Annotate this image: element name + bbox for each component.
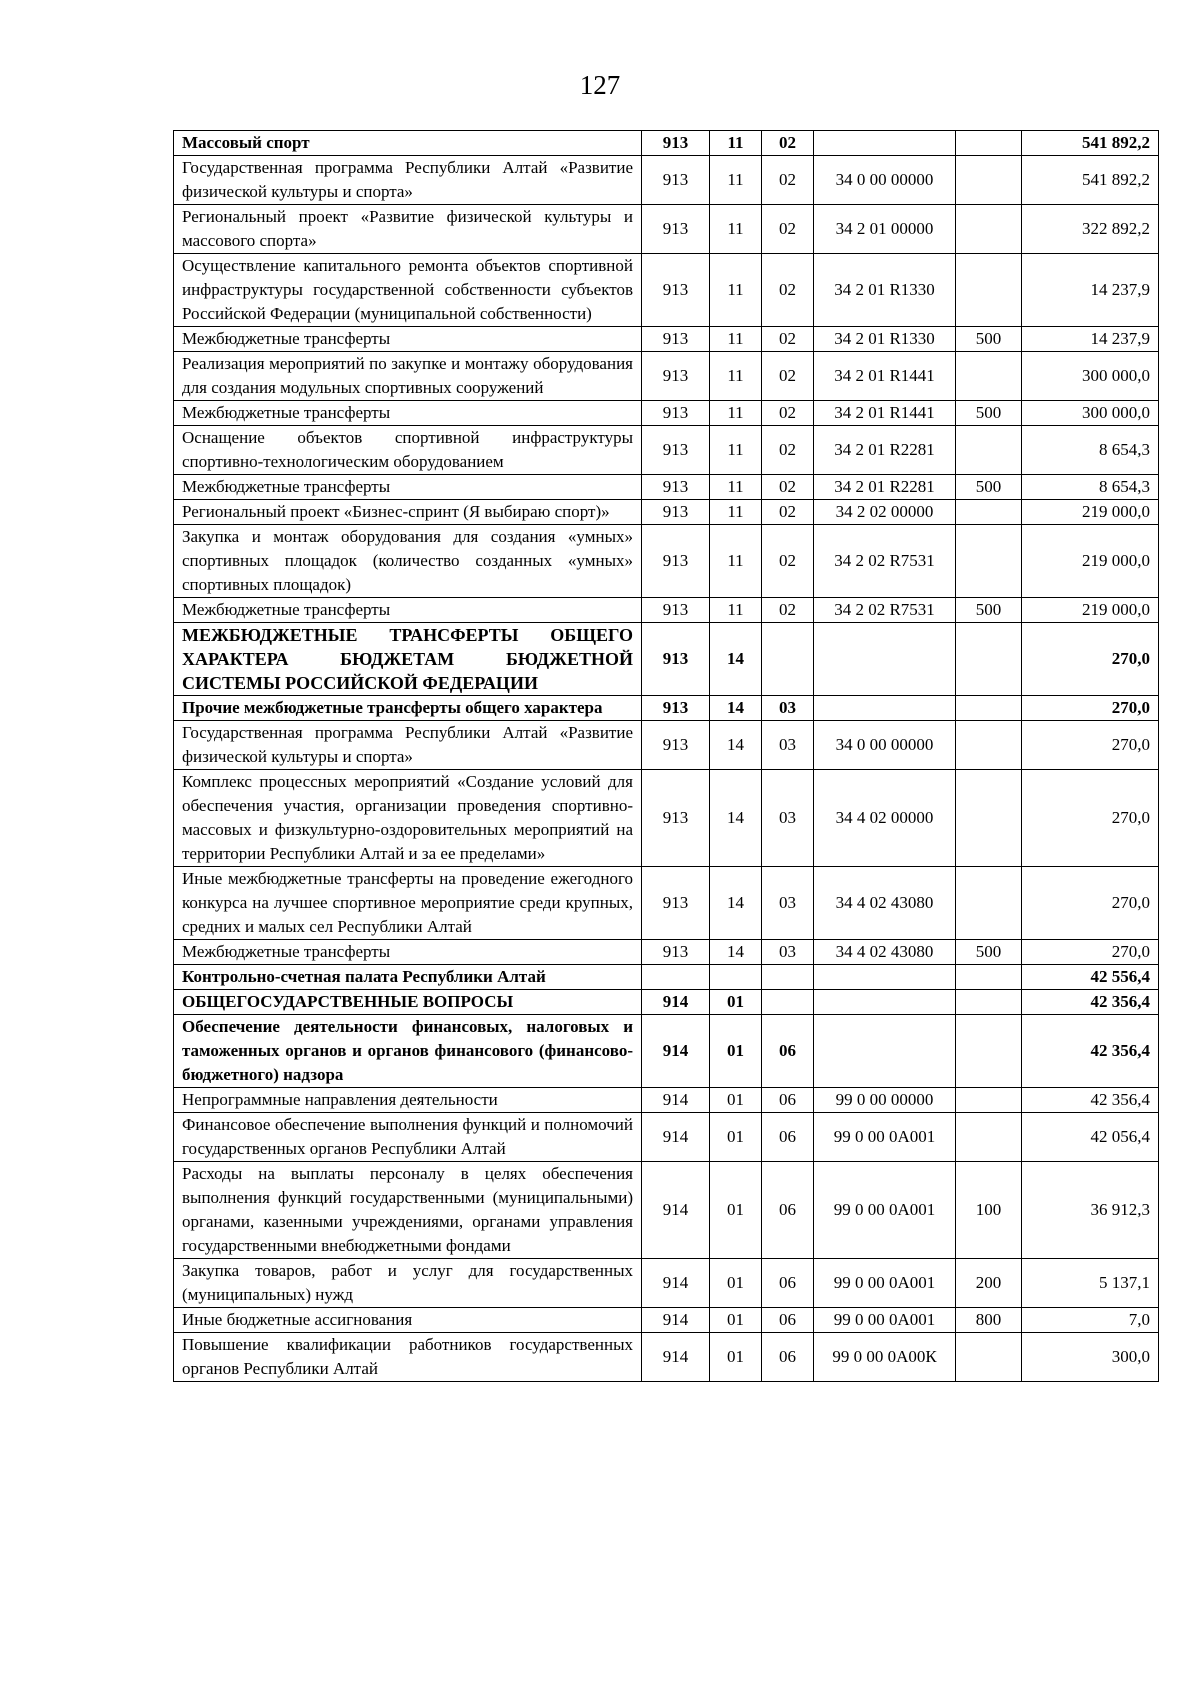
cell-name: Контрольно-счетная палата Республики Алтай (174, 965, 642, 990)
cell-expense-type (956, 352, 1022, 401)
cell-subsection-code: 02 (762, 131, 814, 156)
cell-amount: 270,0 (1022, 940, 1159, 965)
cell-section-code: 11 (710, 426, 762, 475)
cell-target-article (814, 623, 956, 696)
cell-expense-type: 100 (956, 1162, 1022, 1259)
cell-name: Закупка товаров, работ и услуг для государственных (муниципальных) нужд (174, 1259, 642, 1308)
cell-expense-type: 200 (956, 1259, 1022, 1308)
cell-target-article (814, 1015, 956, 1088)
cell-ministry-code: 914 (642, 1162, 710, 1259)
cell-target-article: 34 2 01 R2281 (814, 475, 956, 500)
cell-name: Осуществление капитального ремонта объектов спортивной инфраструктуры государственной собственности субъектов Российской Федерации (муниципальной собственности) (174, 254, 642, 327)
cell-expense-type: 500 (956, 327, 1022, 352)
cell-ministry-code: 913 (642, 770, 710, 867)
cell-ministry-code: 913 (642, 623, 710, 696)
cell-section-code: 11 (710, 500, 762, 525)
cell-amount: 300 000,0 (1022, 401, 1159, 426)
cell-target-article: 34 2 01 R1441 (814, 401, 956, 426)
cell-section-code: 11 (710, 598, 762, 623)
cell-section-code: 11 (710, 131, 762, 156)
cell-subsection-code: 06 (762, 1259, 814, 1308)
cell-ministry-code: 913 (642, 352, 710, 401)
cell-ministry-code: 913 (642, 525, 710, 598)
table-row (174, 1015, 1159, 1088)
cell-expense-type (956, 696, 1022, 721)
table-row (174, 1308, 1159, 1333)
cell-ministry-code: 913 (642, 205, 710, 254)
cell-subsection-code: 03 (762, 867, 814, 940)
cell-subsection-code: 06 (762, 1162, 814, 1259)
cell-ministry-code: 913 (642, 156, 710, 205)
cell-name: Межбюджетные трансферты (174, 940, 642, 965)
cell-ministry-code (642, 965, 710, 990)
cell-target-article: 99 0 00 0А001 (814, 1162, 956, 1259)
cell-section-code (710, 965, 762, 990)
cell-target-article: 99 0 00 0А00К (814, 1333, 956, 1382)
cell-target-article: 34 4 02 43080 (814, 940, 956, 965)
cell-name: Межбюджетные трансферты (174, 401, 642, 426)
cell-section-code: 11 (710, 254, 762, 327)
cell-ministry-code: 914 (642, 990, 710, 1015)
cell-expense-type: 500 (956, 598, 1022, 623)
cell-section-code: 01 (710, 1259, 762, 1308)
cell-section-code: 11 (710, 525, 762, 598)
cell-amount: 36 912,3 (1022, 1162, 1159, 1259)
cell-ministry-code: 913 (642, 696, 710, 721)
cell-subsection-code: 03 (762, 696, 814, 721)
cell-section-code: 11 (710, 205, 762, 254)
table-row (174, 598, 1159, 623)
cell-ministry-code: 913 (642, 327, 710, 352)
cell-section-code: 01 (710, 1308, 762, 1333)
cell-amount: 219 000,0 (1022, 500, 1159, 525)
cell-expense-type (956, 721, 1022, 770)
cell-ministry-code: 913 (642, 475, 710, 500)
cell-section-code: 11 (710, 156, 762, 205)
table-row (174, 401, 1159, 426)
cell-ministry-code: 913 (642, 721, 710, 770)
cell-subsection-code: 02 (762, 525, 814, 598)
cell-subsection-code (762, 965, 814, 990)
cell-ministry-code: 913 (642, 867, 710, 940)
cell-expense-type (956, 770, 1022, 867)
cell-name: Оснащение объектов спортивной инфраструктуры спортивно-технологическим оборудованием (174, 426, 642, 475)
cell-target-article: 34 0 00 00000 (814, 721, 956, 770)
cell-section-code: 14 (710, 623, 762, 696)
table-row (174, 770, 1159, 867)
cell-section-code: 01 (710, 990, 762, 1015)
cell-subsection-code: 03 (762, 770, 814, 867)
cell-target-article: 34 2 01 R1441 (814, 352, 956, 401)
cell-section-code: 14 (710, 867, 762, 940)
cell-name: Массовый спорт (174, 131, 642, 156)
cell-name: Межбюджетные трансферты (174, 327, 642, 352)
cell-name: МЕЖБЮДЖЕТНЫЕ ТРАНСФЕРТЫ ОБЩЕГО ХАРАКТЕРА БЮДЖЕТАМ БЮДЖЕТНОЙ СИСТЕМЫ РОССИЙСКОЙ ФЕДЕРАЦИИ (174, 623, 642, 696)
cell-expense-type (956, 525, 1022, 598)
cell-amount: 42 356,4 (1022, 1015, 1159, 1088)
cell-section-code: 11 (710, 401, 762, 426)
cell-ministry-code: 913 (642, 500, 710, 525)
cell-name: Иные межбюджетные трансферты на проведение ежегодного конкурса на лучшее спортивное мероприятие среди крупных, средних и малых сел Республики Алтай (174, 867, 642, 940)
cell-amount: 541 892,2 (1022, 156, 1159, 205)
cell-amount: 270,0 (1022, 696, 1159, 721)
cell-subsection-code: 06 (762, 1088, 814, 1113)
table-row (174, 623, 1159, 696)
cell-ministry-code: 913 (642, 598, 710, 623)
cell-name: Региональный проект «Бизнес-спринт (Я выбираю спорт)» (174, 500, 642, 525)
cell-amount: 42 356,4 (1022, 990, 1159, 1015)
cell-amount: 8 654,3 (1022, 426, 1159, 475)
cell-name: Комплекс процессных мероприятий «Создание условий для обеспечения участия, организации проведения спортивно-массовых и физкультурно-оздоровительных мероприятий на территории Республики Алтай и за ее пределами» (174, 770, 642, 867)
cell-name: Непрограммные направления деятельности (174, 1088, 642, 1113)
cell-name: Межбюджетные трансферты (174, 475, 642, 500)
cell-subsection-code: 02 (762, 500, 814, 525)
cell-target-article: 34 2 01 R1330 (814, 254, 956, 327)
cell-name: Государственная программа Республики Алтай «Развитие физической культуры и спорта» (174, 721, 642, 770)
cell-expense-type (956, 205, 1022, 254)
cell-name: Финансовое обеспечение выполнения функций и полномочий государственных органов Республики Алтай (174, 1113, 642, 1162)
cell-target-article: 34 2 02 R7531 (814, 598, 956, 623)
cell-target-article (814, 696, 956, 721)
cell-expense-type (956, 156, 1022, 205)
cell-target-article: 34 0 00 00000 (814, 156, 956, 205)
table-row (174, 475, 1159, 500)
table-row (174, 965, 1159, 990)
cell-name: Повышение квалификации работников государственных органов Республики Алтай (174, 1333, 642, 1382)
cell-section-code: 14 (710, 696, 762, 721)
cell-subsection-code: 02 (762, 156, 814, 205)
cell-ministry-code: 914 (642, 1113, 710, 1162)
cell-target-article: 99 0 00 0А001 (814, 1259, 956, 1308)
cell-subsection-code (762, 623, 814, 696)
budget-table (173, 130, 1159, 1382)
cell-amount: 14 237,9 (1022, 327, 1159, 352)
page-number: 127 (579, 70, 621, 100)
cell-expense-type (956, 500, 1022, 525)
cell-target-article (814, 131, 956, 156)
table-row (174, 696, 1159, 721)
cell-subsection-code: 03 (762, 721, 814, 770)
cell-expense-type (956, 965, 1022, 990)
cell-ministry-code: 913 (642, 131, 710, 156)
table-row (174, 327, 1159, 352)
cell-subsection-code: 06 (762, 1333, 814, 1382)
table-row (174, 867, 1159, 940)
cell-amount: 270,0 (1022, 867, 1159, 940)
cell-name: ОБЩЕГОСУДАРСТВЕННЫЕ ВОПРОСЫ (174, 990, 642, 1015)
cell-expense-type (956, 426, 1022, 475)
table-row (174, 1333, 1159, 1382)
cell-name: Государственная программа Республики Алтай «Развитие физической культуры и спорта» (174, 156, 642, 205)
cell-ministry-code: 914 (642, 1333, 710, 1382)
cell-expense-type (956, 131, 1022, 156)
cell-target-article: 34 2 02 00000 (814, 500, 956, 525)
cell-section-code: 11 (710, 475, 762, 500)
cell-target-article: 34 2 02 R7531 (814, 525, 956, 598)
table-row (174, 352, 1159, 401)
cell-subsection-code: 02 (762, 426, 814, 475)
table-row (174, 254, 1159, 327)
cell-ministry-code: 913 (642, 401, 710, 426)
cell-section-code: 01 (710, 1333, 762, 1382)
table-row (174, 525, 1159, 598)
table-row (174, 1088, 1159, 1113)
cell-expense-type: 500 (956, 940, 1022, 965)
table-row (174, 205, 1159, 254)
table-row (174, 990, 1159, 1015)
cell-amount: 8 654,3 (1022, 475, 1159, 500)
cell-expense-type (956, 867, 1022, 940)
cell-amount: 42 056,4 (1022, 1113, 1159, 1162)
cell-target-article: 34 2 01 R1330 (814, 327, 956, 352)
table-row (174, 1259, 1159, 1308)
cell-section-code: 11 (710, 327, 762, 352)
cell-target-article (814, 990, 956, 1015)
table-row (174, 940, 1159, 965)
cell-amount: 300,0 (1022, 1333, 1159, 1382)
table-body (174, 131, 1159, 1382)
cell-subsection-code: 02 (762, 205, 814, 254)
cell-section-code: 14 (710, 721, 762, 770)
table-row (174, 500, 1159, 525)
cell-ministry-code: 913 (642, 940, 710, 965)
cell-section-code: 14 (710, 770, 762, 867)
cell-subsection-code: 03 (762, 940, 814, 965)
cell-expense-type: 500 (956, 475, 1022, 500)
cell-expense-type (956, 623, 1022, 696)
cell-ministry-code: 914 (642, 1015, 710, 1088)
cell-target-article (814, 965, 956, 990)
cell-name: Реализация мероприятий по закупке и монтажу оборудования для создания модульных спортивных сооружений (174, 352, 642, 401)
cell-name: Обеспечение деятельности финансовых, налоговых и таможенных органов и органов финансового (финансово-бюджетного) надзора (174, 1015, 642, 1088)
cell-ministry-code: 913 (642, 426, 710, 475)
cell-expense-type (956, 1333, 1022, 1382)
table-row (174, 156, 1159, 205)
cell-ministry-code: 914 (642, 1308, 710, 1333)
cell-amount: 270,0 (1022, 623, 1159, 696)
cell-amount: 42 356,4 (1022, 1088, 1159, 1113)
cell-expense-type (956, 990, 1022, 1015)
cell-target-article: 99 0 00 0А001 (814, 1113, 956, 1162)
cell-name: Межбюджетные трансферты (174, 598, 642, 623)
cell-amount: 14 237,9 (1022, 254, 1159, 327)
cell-expense-type: 800 (956, 1308, 1022, 1333)
cell-ministry-code: 913 (642, 254, 710, 327)
cell-subsection-code: 02 (762, 352, 814, 401)
cell-section-code: 01 (710, 1162, 762, 1259)
cell-subsection-code: 02 (762, 475, 814, 500)
cell-name: Прочие межбюджетные трансферты общего характера (174, 696, 642, 721)
cell-amount: 270,0 (1022, 770, 1159, 867)
cell-name: Расходы на выплаты персоналу в целях обеспечения выполнения функций государственными (муниципальными) органами, казенными учреждениями, органами управления государственными внебюджетными фондами (174, 1162, 642, 1259)
cell-amount: 5 137,1 (1022, 1259, 1159, 1308)
table-row (174, 1162, 1159, 1259)
cell-subsection-code: 06 (762, 1015, 814, 1088)
cell-name: Региональный проект «Развитие физической культуры и массового спорта» (174, 205, 642, 254)
cell-amount: 42 556,4 (1022, 965, 1159, 990)
cell-section-code: 01 (710, 1015, 762, 1088)
cell-name: Иные бюджетные ассигнования (174, 1308, 642, 1333)
cell-amount: 541 892,2 (1022, 131, 1159, 156)
cell-ministry-code: 914 (642, 1259, 710, 1308)
cell-target-article: 99 0 00 00000 (814, 1088, 956, 1113)
cell-amount: 219 000,0 (1022, 598, 1159, 623)
cell-expense-type (956, 1088, 1022, 1113)
table-row (174, 1113, 1159, 1162)
cell-section-code: 14 (710, 940, 762, 965)
cell-section-code: 01 (710, 1113, 762, 1162)
cell-expense-type (956, 254, 1022, 327)
cell-amount: 7,0 (1022, 1308, 1159, 1333)
cell-amount: 322 892,2 (1022, 205, 1159, 254)
table-row (174, 426, 1159, 475)
cell-expense-type (956, 1113, 1022, 1162)
cell-section-code: 11 (710, 352, 762, 401)
table-row (174, 131, 1159, 156)
cell-subsection-code (762, 990, 814, 1015)
cell-subsection-code: 02 (762, 327, 814, 352)
cell-subsection-code: 06 (762, 1113, 814, 1162)
cell-target-article: 34 4 02 00000 (814, 770, 956, 867)
cell-subsection-code: 02 (762, 598, 814, 623)
cell-target-article: 34 4 02 43080 (814, 867, 956, 940)
cell-ministry-code: 914 (642, 1088, 710, 1113)
cell-subsection-code: 02 (762, 401, 814, 426)
cell-amount: 300 000,0 (1022, 352, 1159, 401)
cell-amount: 219 000,0 (1022, 525, 1159, 598)
cell-expense-type: 500 (956, 401, 1022, 426)
cell-amount: 270,0 (1022, 721, 1159, 770)
cell-section-code: 01 (710, 1088, 762, 1113)
table-row (174, 721, 1159, 770)
cell-target-article: 99 0 00 0А001 (814, 1308, 956, 1333)
cell-subsection-code: 06 (762, 1308, 814, 1333)
cell-name: Закупка и монтаж оборудования для создания «умных» спортивных площадок (количество созданных «умных» спортивных площадок) (174, 525, 642, 598)
cell-target-article: 34 2 01 R2281 (814, 426, 956, 475)
cell-target-article: 34 2 01 00000 (814, 205, 956, 254)
cell-expense-type (956, 1015, 1022, 1088)
cell-subsection-code: 02 (762, 254, 814, 327)
